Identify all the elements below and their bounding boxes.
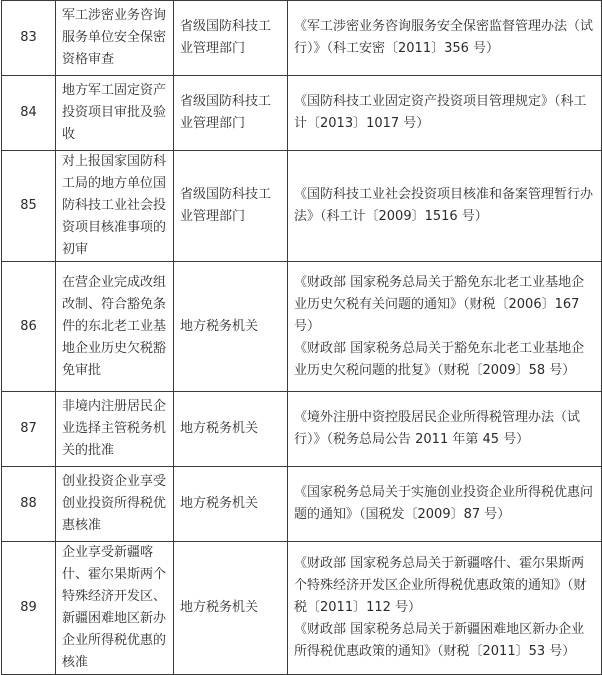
legal-basis-document: 《国防科技工业社会投资项目核准和备案管理暂行办法》（科工计〔2009〕1516 号）: [294, 187, 594, 224]
implementing-department: 地方税务机关: [174, 542, 288, 675]
legal-basis: [288, 1, 602, 76]
legal-basis-document: 《军工涉密业务咨询服务安全保密监督管理办法（试行）》（科工安密〔2011〕356 号）: [294, 19, 594, 56]
legal-basis-document: 《境外注册中资控股居民企业所得税管理办法（试行）》（税务总局公告 2011 年第 45 号）: [294, 410, 581, 447]
legal-basis-document: 《财政部 国家税务总局关于豁免东北老工业基地企业历史欠税有关问题的通知》（财税〔2006〕167 号）: [294, 274, 585, 334]
approval-item: 军工涉密业务咨询服务单位安全保密资格审查: [56, 1, 174, 76]
legal-basis: [288, 467, 602, 542]
implementing-department: 省级国防科技工业管理部门: [174, 151, 288, 262]
legal-basis: [288, 542, 602, 675]
legal-basis: [288, 76, 602, 151]
table-row: [2, 262, 602, 392]
table-row: [2, 1, 602, 76]
approval-item: 创业投资企业享受创业投资所得税优惠核准: [56, 467, 174, 542]
legal-basis-document: 《财政部 国家税务总局关于新疆喀什、霍尔果斯两个特殊经济开发区企业所得税优惠政策的通知》（财税〔2011〕112 号）: [294, 556, 587, 615]
row-number: 87: [2, 392, 56, 467]
approval-item: 非境内注册居民企业选择主管税务机关的批准: [56, 392, 174, 467]
table-row: [2, 392, 602, 467]
legal-basis-document: 《国防科技工业固定资产投资项目管理规定》（科工计〔2013〕1017 号）: [294, 94, 587, 131]
legal-basis-document: 《财政部 国家税务总局关于新疆困难地区新办企业所得税优惠政策的通知》（财税〔2011〕53 号）: [294, 622, 585, 659]
legal-basis: [288, 392, 602, 467]
row-number: 83: [2, 1, 56, 76]
approval-item: 企业享受新疆喀什、霍尔果斯两个特殊经济开发区、新疆困难地区新办企业所得税优惠的核准: [56, 542, 174, 675]
implementing-department: 地方税务机关: [174, 467, 288, 542]
implementing-department: 省级国防科技工业管理部门: [174, 76, 288, 151]
row-number: 86: [2, 262, 56, 392]
table-row: [2, 151, 602, 262]
approval-items-table: [1, 0, 602, 675]
implementing-department: 地方税务机关: [174, 262, 288, 392]
table-row: [2, 76, 602, 151]
approval-item: 地方军工固定资产投资项目审批及验收: [56, 76, 174, 151]
legal-basis-document: 《国家税务总局关于实施创业投资企业所得税优惠问题的通知》（国税发〔2009〕87 号）: [294, 485, 594, 522]
table-row: [2, 467, 602, 542]
row-number: 89: [2, 542, 56, 675]
implementing-department: 地方税务机关: [174, 392, 288, 467]
row-number: 85: [2, 151, 56, 262]
legal-basis: [288, 262, 602, 392]
row-number: 84: [2, 76, 56, 151]
implementing-department: 省级国防科技工业管理部门: [174, 1, 288, 76]
approval-item: 在营企业完成改组改制、符合豁免条件的东北老工业基地企业历史欠税豁免审批: [56, 262, 174, 392]
legal-basis-document: 《财政部 国家税务总局关于豁免东北老工业基地企业历史欠税问题的批复》（财税〔2009〕58 号）: [294, 340, 585, 378]
approval-item: 对上报国家国防科工局的地方单位国防科技工业社会投资项目核准事项的初审: [56, 151, 174, 262]
table-row: [2, 542, 602, 675]
row-number: 88: [2, 467, 56, 542]
legal-basis: [288, 151, 602, 262]
